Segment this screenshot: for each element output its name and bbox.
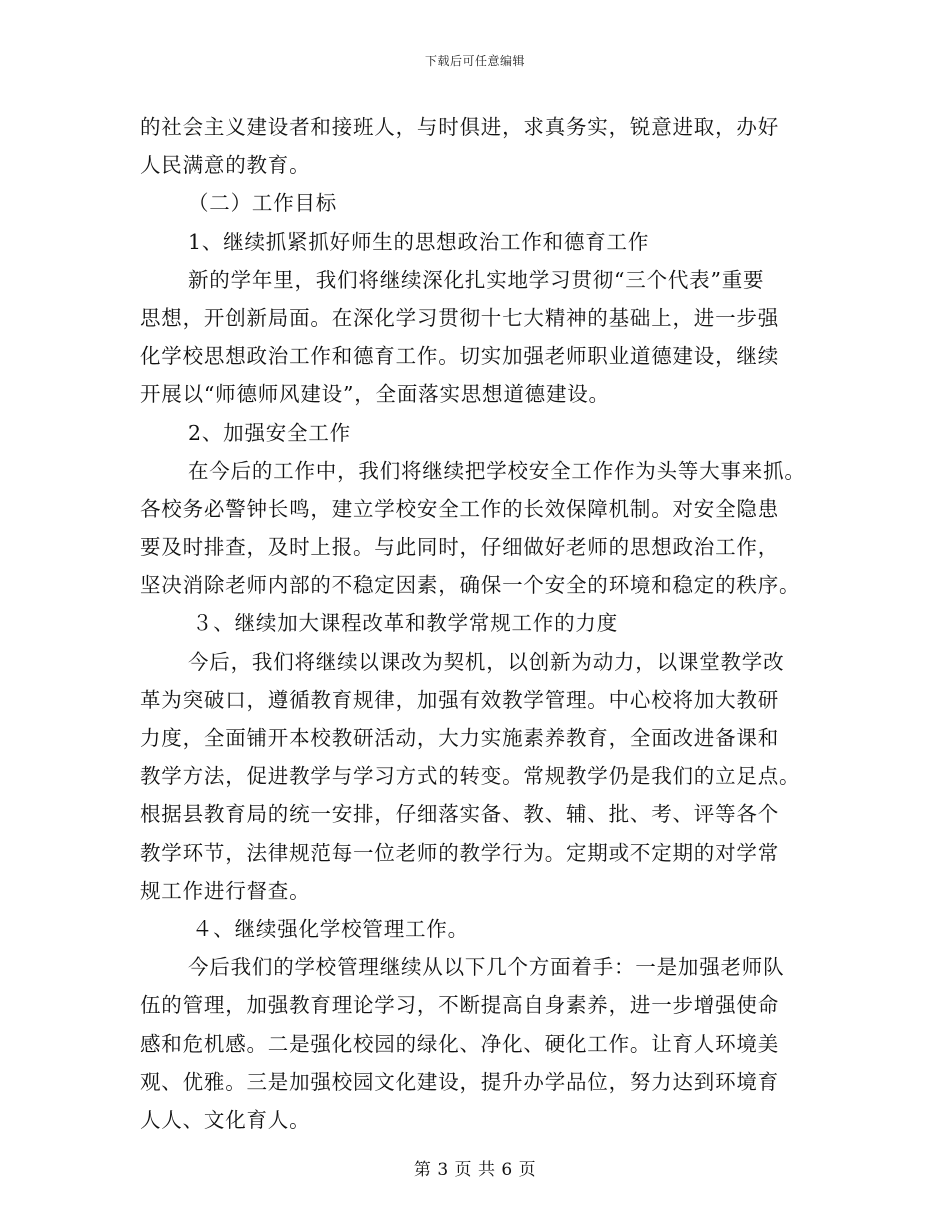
body-line: 根据县教育局的统一安排，仔细落实备、教、辅、批、考、评等各个	[140, 802, 779, 827]
body-line: 新的学年里，我们将继续深化扎实地学习贯彻“三个代表”重要	[188, 267, 765, 292]
body-line: 的社会主义建设者和接班人，与时俱进，求真务实，锐意进取，办好	[140, 115, 779, 139]
body-line: 规工作进行督查。	[140, 878, 311, 903]
subsection-heading: 1、继续抓紧抓好师生的思想政治工作和德育工作	[188, 229, 650, 254]
document-body	[140, 108, 810, 1139]
body-line: 化学校思想政治工作和德育工作。切实加强老师职业道德建设，继续	[140, 344, 779, 369]
body-line: 今后，我们将继续以课改为契机，以创新为动力，以课堂教学改	[188, 649, 785, 674]
total-page-number: 6	[501, 1160, 513, 1180]
body-line: 人民满意的教育。	[140, 153, 311, 178]
body-line: 伍的管理，加强教育理论学习，不断提高自身素养，进一步增强使命	[140, 993, 779, 1018]
body-line: 教学环节，法律规范每一位老师的教学行为。定期或不定期的对学常	[140, 840, 779, 865]
current-page-number: 3	[437, 1160, 449, 1180]
body-line: 革为突破口，遵循教育规律，加强有效教学管理。中心校将加大教研	[140, 687, 779, 712]
footer-prefix: 第	[413, 1160, 432, 1180]
body-line: 思想，开创新局面。在深化学习贯彻十七大精神的基础上，进一步强	[140, 305, 779, 330]
body-line: 观、优雅。三是加强校园文化建设，提升办学品位，努力达到环境育	[140, 1069, 779, 1094]
footer-middle: 页 共	[454, 1160, 496, 1180]
page-header: 下载后可任意编辑	[424, 54, 525, 68]
section-heading: （二）工作目标	[188, 191, 338, 216]
body-line: 开展以“师德师风建设”，全面落实思想道德建设。	[140, 382, 610, 407]
body-line: 感和危机感。二是强化校园的绿化、净化、硬化工作。让育人环境美	[140, 1031, 779, 1056]
subsection-heading: ３、继续加大课程改革和教学常规工作的力度	[192, 611, 618, 636]
body-line: 坚决消除老师内部的不稳定因素，确保一个安全的环境和稳定的秩序。	[140, 573, 801, 598]
body-line: 在今后的工作中，我们将继续把学校安全工作作为头等大事来抓。	[188, 458, 806, 483]
body-line: 人人、文化育人。	[140, 1107, 311, 1132]
subsection-heading: ４、继续强化学校管理工作。	[192, 916, 469, 941]
page-footer	[0, 1155, 950, 1180]
body-line: 今后我们的学校管理继续从以下几个方面着手：一是加强老师队	[188, 955, 785, 980]
subsection-heading: 2、加强安全工作	[188, 420, 351, 445]
body-line: 力度，全面铺开本校教研活动，大力实施素养教育，全面改进备课和	[140, 726, 779, 750]
footer-suffix: 页	[518, 1160, 537, 1180]
body-line: 各校务必警钟长鸣，建立学校安全工作的长效保障机制。对安全隐患	[140, 496, 779, 521]
body-line: 教学方法，促进教学与学习方式的转变。常规教学仍是我们的立足点。	[140, 764, 801, 789]
body-line: 要及时排查，及时上报。与此同时，仔细做好老师的思想政治工作，	[140, 535, 779, 560]
